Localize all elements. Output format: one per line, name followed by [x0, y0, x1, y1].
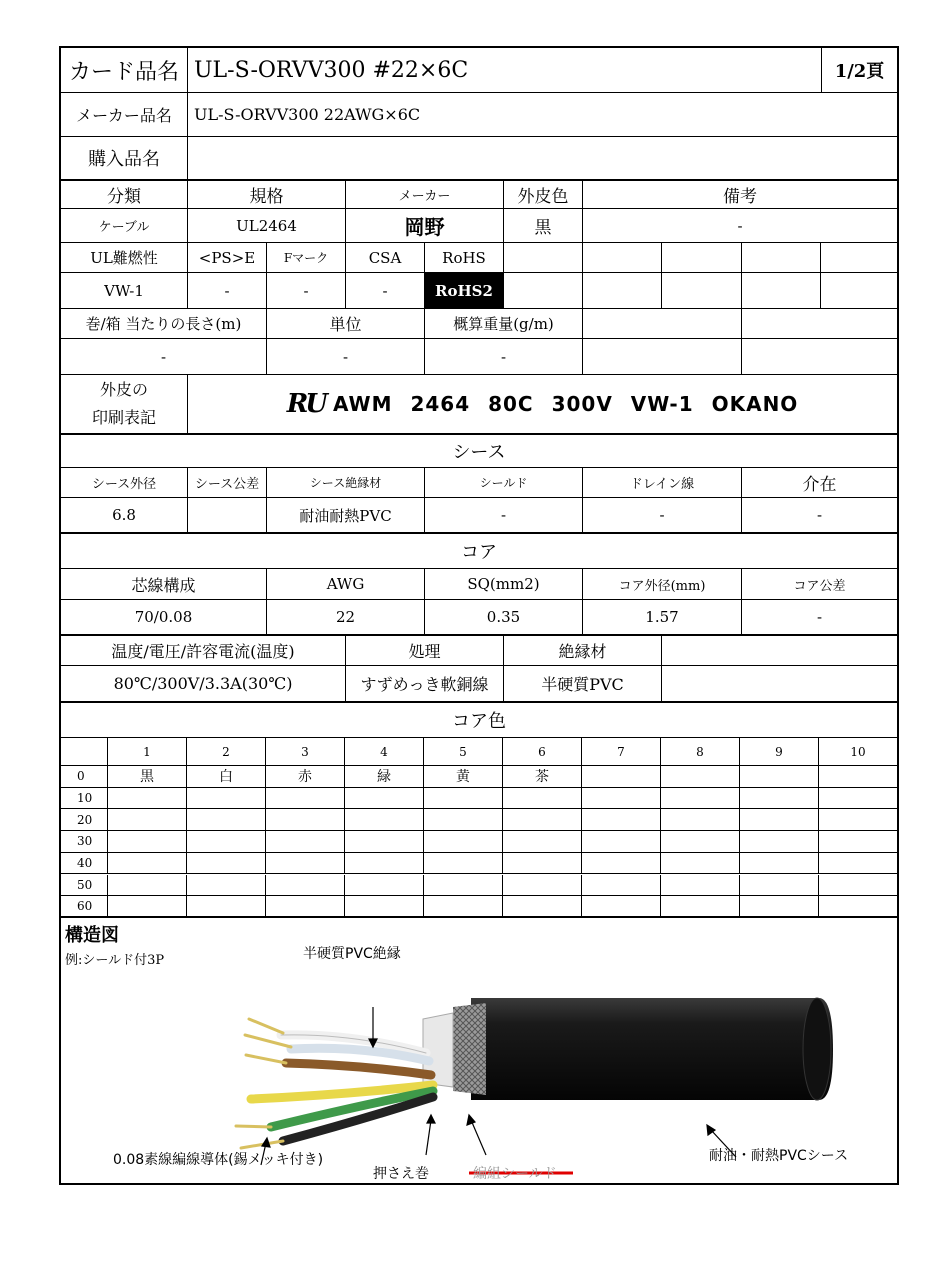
- core-color-cell: [740, 766, 819, 787]
- core-color-cell: [582, 896, 661, 916]
- length-header-blank-2: [742, 309, 897, 338]
- core-color-cell: [582, 809, 661, 830]
- wire-brown: [286, 1063, 431, 1075]
- cert-value-blank-1: [504, 273, 583, 308]
- core-color-row: [61, 788, 897, 810]
- spec-value-row: [61, 209, 897, 243]
- maker-name-label: メーカー品名: [61, 93, 188, 136]
- rating-value-temp-voltage: 80℃/300V/3.3A(30℃): [61, 666, 346, 701]
- sheath-section-title: シース: [452, 442, 506, 463]
- core-value-awg: 22: [267, 600, 425, 634]
- sheath-title-row: [61, 435, 897, 468]
- core-color-row-label: 30: [61, 831, 108, 852]
- core-color-cell: [187, 788, 266, 809]
- rating-header-row: [61, 636, 897, 666]
- core-color-row-label: 60: [61, 896, 108, 916]
- spec-value-maker: 岡野: [346, 209, 504, 242]
- core-value-sq: 0.35: [425, 600, 583, 634]
- rating-header-treatment: 処理: [346, 636, 504, 665]
- sheath-value-shield: -: [425, 498, 583, 532]
- card-name-value: UL-S-ORVV300 #22×6C: [188, 48, 822, 92]
- core-color-cell: [503, 875, 582, 896]
- callout-shield: 編組シールド: [473, 1166, 557, 1182]
- print-marking-value-cell: [188, 375, 897, 433]
- length-value-blank-1: [583, 339, 742, 374]
- core-section-title: コア: [461, 542, 497, 563]
- sheath-header-filler: 介在: [802, 475, 837, 495]
- sheath-header-insulation: シース絶縁材: [267, 468, 425, 497]
- maker-name-row: [61, 93, 897, 137]
- length-value-row: [61, 339, 897, 375]
- callout-insulation: 半硬質PVC絶縁: [303, 946, 401, 962]
- conductor-tip-4: [236, 1126, 271, 1127]
- core-color-cell: [819, 831, 897, 852]
- core-color-cell: [345, 831, 424, 852]
- spec-header-category: 分類: [61, 181, 188, 208]
- core-color-row-label: 40: [61, 853, 108, 874]
- sheath-value-tolerance: [188, 498, 267, 532]
- cert-value-row: [61, 273, 897, 309]
- core-color-cell: [503, 853, 582, 874]
- core-color-cell: [819, 766, 897, 787]
- core-color-cell: [819, 875, 897, 896]
- sheath-value-outer-dia: 6.8: [61, 498, 188, 532]
- core-color-cell: [345, 875, 424, 896]
- core-color-cell: [187, 853, 266, 874]
- print-marking-row: [61, 375, 897, 435]
- core-color-cell: [424, 853, 503, 874]
- core-title-row: [61, 534, 897, 569]
- core-header-row: [61, 569, 897, 600]
- cert-header-blank-4: [742, 243, 821, 272]
- structure-example: 例:シールド付3P: [65, 953, 165, 968]
- spec-header-standard: 規格: [188, 181, 346, 208]
- cert-header-blank-1: [504, 243, 583, 272]
- cert-value-f-mark: -: [267, 273, 346, 308]
- cert-value-ul-flame: VW-1: [61, 273, 188, 308]
- page-number: 1/2頁: [834, 61, 885, 82]
- core-color-cell: [266, 875, 345, 896]
- core-color-cell: [661, 766, 740, 787]
- cert-header-f-mark: Fマーク: [267, 243, 346, 272]
- core-color-cell: [661, 853, 740, 874]
- sheath-value-drain: -: [583, 498, 742, 532]
- spec-header-row: [61, 181, 897, 209]
- core-color-cell: [424, 896, 503, 916]
- core-color-cell: [740, 788, 819, 809]
- cert-header-row: [61, 243, 897, 273]
- conductor-tip-3: [246, 1055, 286, 1063]
- rating-header-blank: [662, 636, 897, 665]
- core-color-row: [61, 875, 897, 897]
- core-color-cell: [108, 831, 187, 852]
- core-color-cell: [740, 896, 819, 916]
- braided-shield: [453, 1003, 486, 1095]
- outer-sheath: [471, 998, 833, 1100]
- core-color-col-header: 4: [345, 738, 424, 765]
- core-color-cell: [108, 853, 187, 874]
- rohs2-badge: RoHS2: [425, 273, 504, 308]
- purchase-name-value: [188, 137, 897, 179]
- core-color-cell: [424, 809, 503, 830]
- core-color-cell: [187, 809, 266, 830]
- core-color-cell: [819, 896, 897, 916]
- core-color-cell: [266, 896, 345, 916]
- card-name-label: カード品名: [61, 48, 188, 92]
- core-color-cell: [424, 788, 503, 809]
- print-marking-label: [61, 375, 188, 433]
- length-value-weight: -: [425, 339, 583, 374]
- purchase-name-row: [61, 137, 897, 181]
- maker-name-value: UL-S-ORVV300 22AWG×6C: [194, 105, 421, 124]
- core-color-cell: [424, 875, 503, 896]
- length-header-weight: 概算重量(g/m): [425, 309, 583, 338]
- core-color-row-label: 50: [61, 875, 108, 896]
- core-color-cell: [266, 831, 345, 852]
- cable-spec-card: [59, 46, 899, 1185]
- core-color-cell: [424, 831, 503, 852]
- core-color-cell: 茶: [503, 766, 582, 787]
- core-color-cell: 白: [187, 766, 266, 787]
- core-color-cell: [740, 853, 819, 874]
- core-color-cell: [187, 875, 266, 896]
- core-color-row: [61, 853, 897, 875]
- core-color-cell: [108, 788, 187, 809]
- core-color-cell: [108, 809, 187, 830]
- structure-title: 構造図: [65, 925, 119, 946]
- sheath-header-row: [61, 468, 897, 498]
- core-color-cell: [582, 831, 661, 852]
- core-color-cell: [266, 853, 345, 874]
- core-header-outer-dia: コア外径(mm): [583, 569, 742, 599]
- core-color-row-label: 10: [61, 788, 108, 809]
- core-color-section-title: コア色: [452, 711, 506, 732]
- sheath-value-row: [61, 498, 897, 534]
- cert-header-blank-2: [583, 243, 662, 272]
- callout-conductor: 0.08素線編線導体(錫メッキ付き): [113, 1152, 324, 1168]
- core-color-cell: [661, 809, 740, 830]
- length-header-unit: 単位: [267, 309, 425, 338]
- core-color-row-label: 0: [61, 766, 108, 787]
- core-color-cell: [582, 875, 661, 896]
- core-value-outer-dia: 1.57: [583, 600, 742, 634]
- card-header-row: [61, 48, 897, 93]
- core-color-cell: [503, 896, 582, 916]
- cert-header-csa: CSA: [346, 243, 425, 272]
- rating-value-insulation: 半硬質PVC: [504, 666, 662, 701]
- spec-value-remarks: -: [737, 216, 743, 235]
- structure-section: [61, 915, 897, 1183]
- core-color-row: [61, 766, 897, 788]
- rating-header-temp-voltage: 温度/電圧/許容電流(温度): [61, 636, 346, 665]
- core-color-cell: [582, 766, 661, 787]
- core-header-awg: AWG: [267, 569, 425, 599]
- core-color-cell: [740, 809, 819, 830]
- cert-value-blank-4: [742, 273, 821, 308]
- purchase-name-label: 購入品名: [61, 137, 188, 179]
- print-marking-label-line2: 印刷表記: [91, 408, 156, 427]
- core-color-title-row: [61, 703, 897, 738]
- core-color-col-header: 8: [661, 738, 740, 765]
- spec-value-sheath-color: 黒: [504, 209, 583, 242]
- core-color-cell: [266, 788, 345, 809]
- core-color-col-header: 2: [187, 738, 266, 765]
- core-color-cell: [345, 809, 424, 830]
- core-value-row: [61, 600, 897, 636]
- rating-header-insulation: 絶縁材: [504, 636, 662, 665]
- length-value-unit: -: [267, 339, 425, 374]
- spec-value-category: ケーブル: [61, 209, 188, 242]
- core-color-cell: 黄: [424, 766, 503, 787]
- core-color-cell: [187, 831, 266, 852]
- core-header-strand: 芯線構成: [61, 569, 267, 599]
- sheath-header-outer-dia: シース外径: [61, 468, 188, 497]
- rating-value-blank: [662, 666, 897, 701]
- core-color-row-label: 20: [61, 809, 108, 830]
- core-color-cell: [661, 896, 740, 916]
- spec-header-maker: メーカー: [346, 181, 504, 208]
- cert-header-ul-flame: UL難燃性: [61, 243, 188, 272]
- core-color-cell: [661, 875, 740, 896]
- core-color-cell: [503, 831, 582, 852]
- core-color-cell: [345, 853, 424, 874]
- core-color-col-header: 6: [503, 738, 582, 765]
- length-header-per-reel: 巻/箱 当たりの長さ(m): [61, 309, 267, 338]
- core-color-cell: [187, 896, 266, 916]
- cert-value-pse: -: [188, 273, 267, 308]
- sheath-end: [803, 998, 831, 1100]
- print-marking-label-line1: 外皮の: [99, 380, 148, 399]
- spec-header-sheath-color: 外皮色: [504, 181, 583, 208]
- core-color-col-header: 1: [108, 738, 187, 765]
- cert-header-blank-5: [821, 243, 897, 272]
- core-color-col-header: 3: [266, 738, 345, 765]
- sheath-value-insulation: 耐油耐熱PVC: [267, 498, 425, 532]
- core-header-tolerance: コア公差: [793, 578, 846, 594]
- core-value-tolerance: -: [816, 608, 823, 626]
- cert-value-blank-3: [662, 273, 742, 308]
- cert-header-pse: <PS>E: [188, 243, 267, 272]
- core-color-cell: [503, 809, 582, 830]
- conductor-tip-1: [249, 1019, 283, 1033]
- core-color-col-header: 7: [582, 738, 661, 765]
- core-color-cell: [108, 896, 187, 916]
- core-value-strand: 70/0.08: [61, 600, 267, 634]
- core-color-cell: [582, 853, 661, 874]
- core-color-cell: [345, 788, 424, 809]
- core-header-sq: SQ(mm2): [425, 569, 583, 599]
- spec-value-standard: UL2464: [188, 209, 346, 242]
- core-color-cell: [740, 875, 819, 896]
- cert-value-blank-5: [821, 273, 897, 308]
- core-color-cell: [819, 853, 897, 874]
- core-color-col-header: 5: [424, 738, 503, 765]
- spec-header-remarks: 備考: [723, 187, 757, 207]
- rating-value-row: [61, 666, 897, 703]
- callout-sheath: 耐油・耐熱PVCシース: [709, 1148, 849, 1164]
- core-color-col-header: 9: [740, 738, 819, 765]
- core-wires: [236, 1019, 433, 1148]
- core-color-cell: [582, 788, 661, 809]
- cert-value-blank-2: [583, 273, 662, 308]
- length-header-row: [61, 309, 897, 339]
- cert-header-blank-3: [662, 243, 742, 272]
- core-color-row: [61, 809, 897, 831]
- core-color-corner: [61, 738, 108, 765]
- core-color-cell: 黒: [108, 766, 187, 787]
- core-color-col-header: 10: [850, 744, 866, 759]
- core-color-cell: [503, 788, 582, 809]
- core-color-cell: [108, 875, 187, 896]
- conductor-tip-5: [241, 1141, 283, 1148]
- core-color-cell: [266, 809, 345, 830]
- core-color-cell: [661, 788, 740, 809]
- callout-wrap: 押さえ巻: [373, 1166, 429, 1182]
- core-color-row: [61, 831, 897, 853]
- core-color-cell: [740, 831, 819, 852]
- rating-value-treatment: すずめっき軟銅線: [346, 666, 504, 701]
- core-color-header-row: [61, 738, 897, 766]
- cable-structure-diagram: [61, 915, 897, 1183]
- ul-recognized-mark: RU: [286, 389, 325, 419]
- length-header-blank-1: [583, 309, 742, 338]
- sheath-header-drain: ドレイン線: [583, 468, 742, 497]
- sheath-value-filler: -: [816, 506, 823, 524]
- sheath-header-tolerance: シース公差: [188, 468, 267, 497]
- length-value-per-reel: -: [61, 339, 267, 374]
- core-color-cell: 赤: [266, 766, 345, 787]
- cert-header-rohs: RoHS: [425, 243, 504, 272]
- cert-value-csa: -: [346, 273, 425, 308]
- core-color-cell: [819, 788, 897, 809]
- core-color-cell: [819, 809, 897, 830]
- core-color-cell: [345, 896, 424, 916]
- length-value-blank-2: [742, 339, 897, 374]
- sheath-header-shield: シールド: [425, 468, 583, 497]
- core-color-cell: [661, 831, 740, 852]
- core-color-cell: 緑: [345, 766, 424, 787]
- print-marking-text: AWM 2464 80C 300V VW-1 OKANO: [332, 392, 799, 416]
